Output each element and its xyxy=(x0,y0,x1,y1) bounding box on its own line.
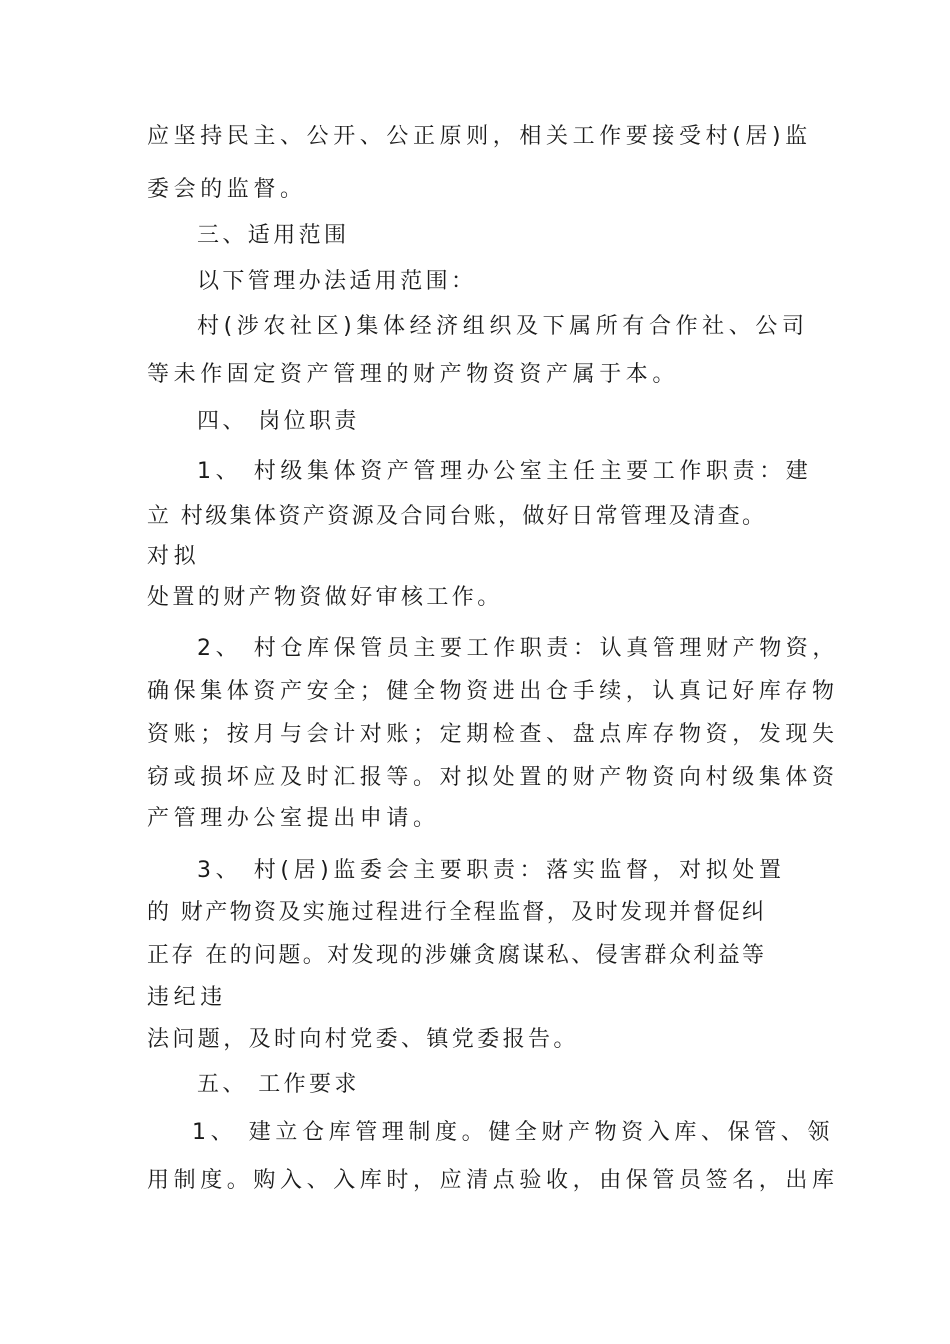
body-line: 正存 在的问题。对发现的涉嫌贪腐谋私、侵害群众利益等 xyxy=(147,943,767,968)
section-heading-requirements: 五、 工作要求 xyxy=(197,1072,360,1097)
body-line: 委会的监督。 xyxy=(147,177,307,202)
body-line: 1、 村级集体资产管理办公室主任主要工作职责：建 xyxy=(197,459,813,484)
body-line: 处置的财产物资做好审核工作。 xyxy=(147,585,503,610)
body-line: 产管理办公室提出申请。 xyxy=(147,806,440,831)
body-line: 立 村级集体资产资源及合同台账，做好日常管理及清查。 xyxy=(147,504,767,529)
body-line: 的 财产物资及实施过程进行全程监督，及时发现并督促纠 xyxy=(147,900,767,925)
section-heading-duties: 四、 岗位职责 xyxy=(197,409,360,434)
body-line: 1、 建立仓库管理制度。健全财产物资入库、保管、领 xyxy=(192,1120,834,1145)
body-line: 违纪违 xyxy=(147,985,227,1010)
body-line: 对拟 xyxy=(147,544,201,569)
body-line: 资账；按月与会计对账；定期检查、盘点库存物资，发现失 xyxy=(147,722,839,747)
section-heading-scope: 三、适用范围 xyxy=(197,223,350,248)
body-line: 3、 村(居)监委会主要职责：落实监督，对拟处置 xyxy=(197,858,786,883)
body-line: 等未作固定资产管理的财产物资资产属于本。 xyxy=(147,362,680,387)
body-line: 法问题，及时向村党委、镇党委报告。 xyxy=(147,1027,579,1052)
body-line: 应坚持民主、公开、公正原则，相关工作要接受村(居)监 xyxy=(147,124,812,149)
body-line: 用制度。购入、入库时，应清点验收，由保管员签名，出库 xyxy=(147,1168,839,1193)
body-line: 确保集体资产安全；健全物资进出仓手续，认真记好库存物 xyxy=(147,679,839,704)
body-line: 窃或损坏应及时汇报等。对拟处置的财产物资向村级集体资 xyxy=(147,765,839,790)
body-line: 2、 村仓库保管员主要工作职责：认真管理财产物资， xyxy=(197,636,839,661)
body-line: 村(涉农社区)集体经济组织及下属所有合作社、公司 xyxy=(197,314,809,339)
body-line: 以下管理办法适用范围： xyxy=(197,269,477,294)
